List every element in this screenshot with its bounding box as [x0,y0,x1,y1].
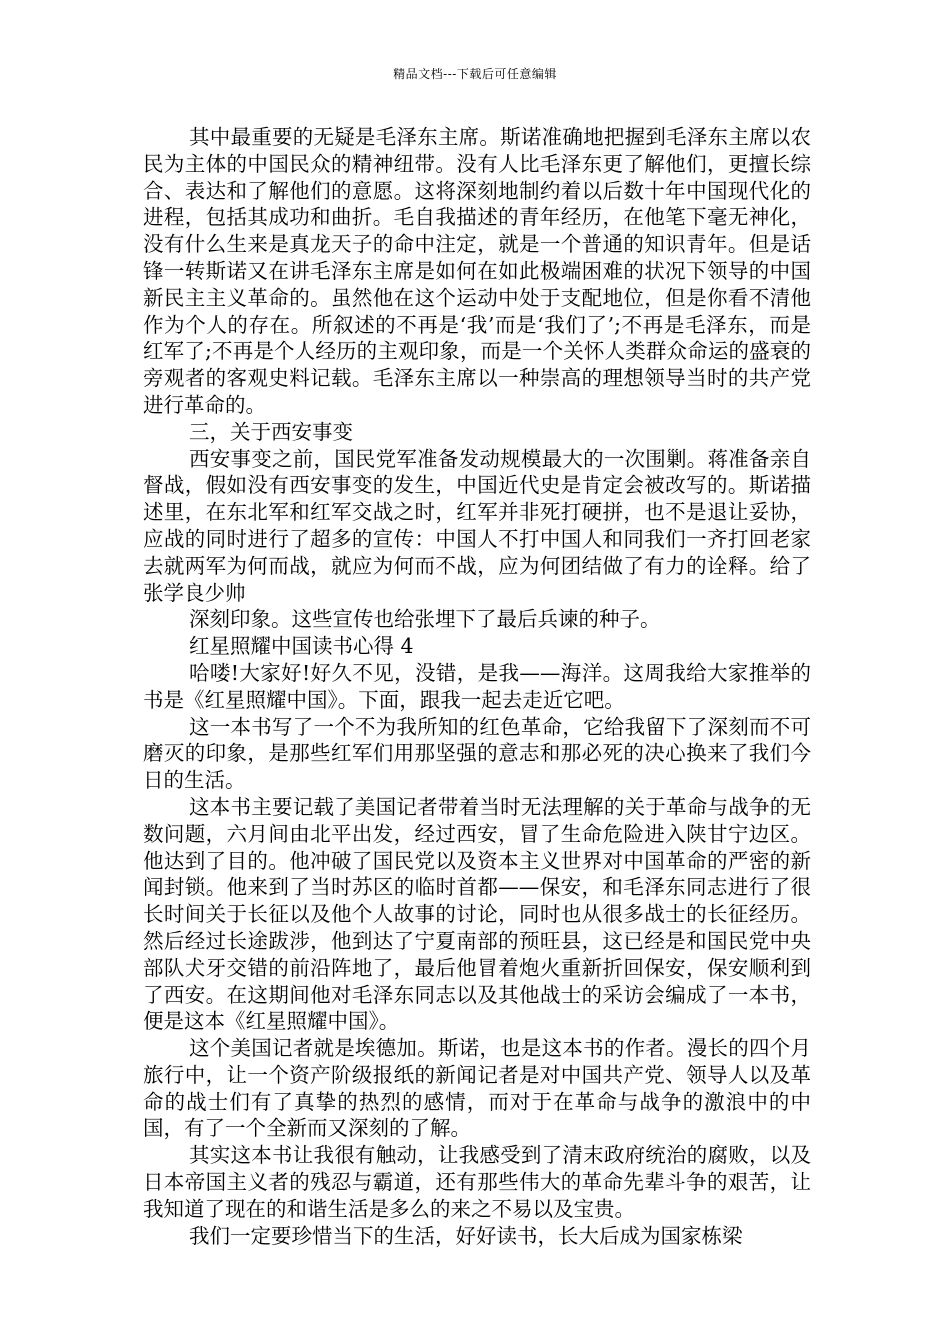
document-body [143,124,811,1249]
paragraph-red-revolution: 这一本书写了一个不为我所知的红色革命，它给我留下了深刻而不可磨灭的印象，是那些红军们用那坚强的意志和那必死的决心换来了我们今日的生活。 [143,714,811,793]
paragraph-cherish-life: 我们一定要珍惜当下的生活，好好读书，长大后成为国家栋梁 [189,1223,743,1248]
paragraph-book-content: 这本书主要记载了美国记者带着当时无法理解的关于革命与战争的无数问题，六月间由北平出发，经过西安，冒了生命危险进入陕甘宁边区。他达到了目的。他冲破了国民党以及资本主义世界对中国革命的严密的新闻封锁。他来到了当时苏区的临时首都——保安，和毛泽东同志进行了很长时间关于长征以及他个人故事的讨论，同时也从很多战士的长征经历。然后经过长途跋涉，他到达了宁夏南部的预旺县，这已经是和国民党中央部队犬牙交错的前沿阵地了，最后他冒着炮火重新折回保安，保安顺利到了西安。在这期间他对毛泽东同志以及其他战士的采访会编成了一本书，便是这本《红星照耀中国》。 [143,794,811,1034]
paragraph-deep-impression: 深刻印象。这些宣传也给张埋下了最后兵谏的种子。 [189,607,661,632]
essay-title-4: 红星照耀中国读书心得 4 [189,634,414,659]
paragraph-xian-incident: 西安事变之前，国民党军准备发动规模最大的一次围剿。蒋准备亲自督战，假如没有西安事变的发生，中国近代史是肯定会被改写的。斯诺描述里，在东北军和红军交战之时，红军并非死打硬拼，也不是退让妥协，应战的同时进行了超多的宣传：中国人不打中国人和同我们一齐打回老家去就两军为何而战，就应为何而不战，应为何团结做了有力的诠释。给了张学良少帅 [143,446,811,605]
paragraph-edgar-snow: 这个美国记者就是埃德加。斯诺，也是这本书的作者。漫长的四个月旅行中，让一个资产阶级报纸的新闻记者是对中国共产党、领导人以及革命的战士们有了真挚的热烈的感情，而对于在革命与战争的激浪中的中国，有了一个全新而又深刻的了解。 [143,1036,811,1141]
paragraph-greeting: 哈喽!大家好!好久不见，没错，是我——海洋。这周我给大家推举的书是《红星照耀中国》。下面，跟我一起去走近它吧。 [143,660,811,712]
paragraph-reflection: 其实这本书让我很有触动，让我感受到了清末政府统治的腐败，以及日本帝国主义者的残忍与霸道，还有那些伟大的革命先辈斗争的艰苦，让我知道了现在的和谐生活是多么的来之不易以及宝贵。 [143,1143,811,1221]
section-heading-xian-incident: 三，关于西安事变 [189,419,353,444]
paragraph-mao-zedong: 其中最重要的无疑是毛泽东主席。斯诺准确地把握到毛泽东主席以农民为主体的中国民众的精神纽带。没有人比毛泽东更了解他们，更擅长综合、表达和了解他们的意愿。这将深刻地制约着以后数十年中国现代化的进程，包括其成功和曲折。毛自我描述的青年经历，在他笔下毫无神化，没有什么生来是真龙天子的命中注定，就是一个普通的知识青年。但是话锋一转斯诺又在讲毛泽东主席是如何在如此极端困难的状况下领导的中国新民主主义革命的。虽然他在这个运动中处于支配地位，但是你看不清他作为个人的存在。所叙述的不再是‘我’而是‘我们了’;不再是毛泽东，而是红军了;不再是个人经历的主观印象，而是一个关怀人类群众命运的盛衰的旁观者的客观史料记载。毛泽东主席以一种崇高的理想领导当时的共产党进行革命的。 [143,125,811,417]
page-header: 精品文档---下载后可任意编辑 [393,67,557,81]
